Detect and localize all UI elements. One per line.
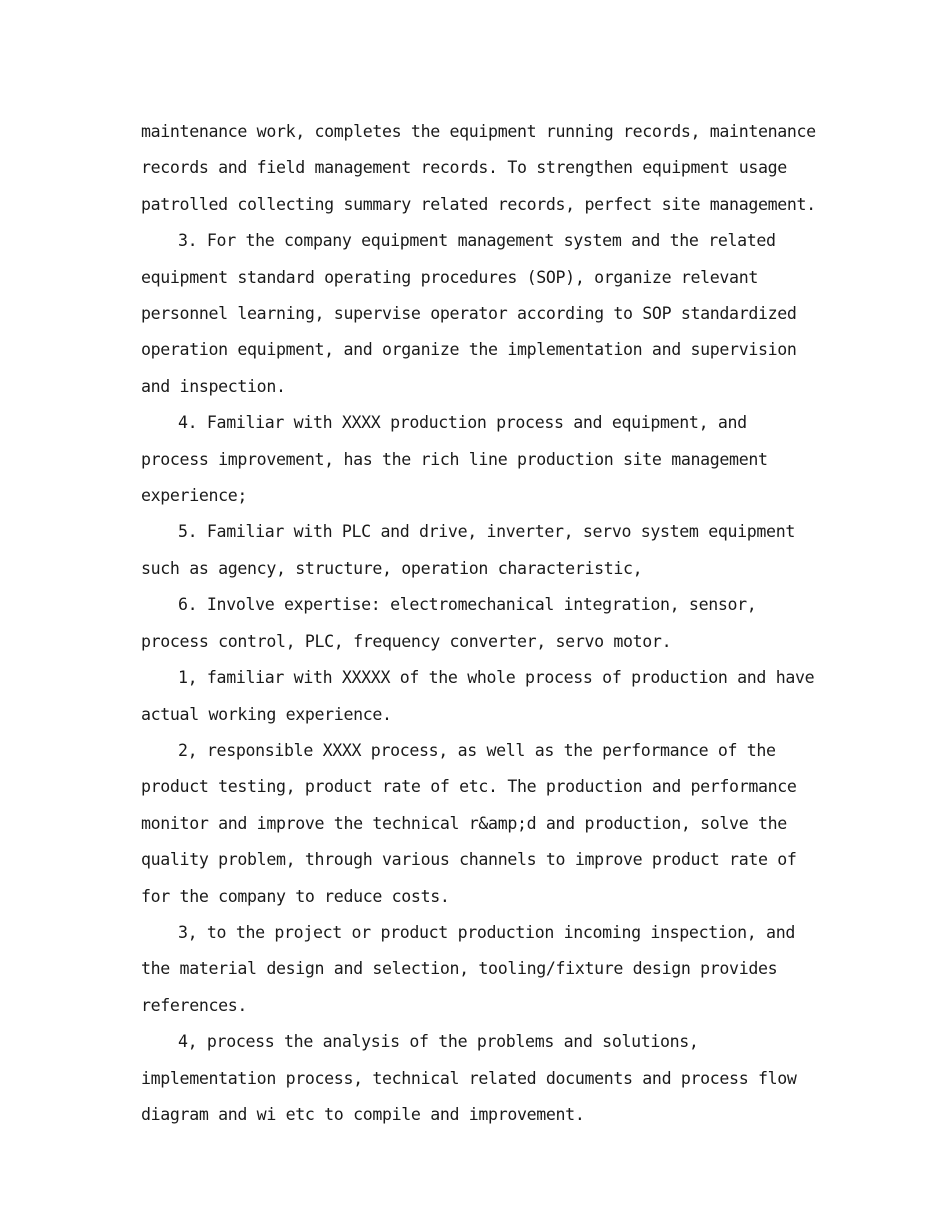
paragraph-item-3-sop: 3. For the company equipment management system and the related equipment standard operating procedures (SOP), organize relevant personnel learning, supervise operator according to SOP standardized operation equipment, and organize the implementation and supervision and inspection. <box>141 231 807 396</box>
paragraph-item-5-plc: 5. Familiar with PLC and drive, inverter, servo system equipment such as agency, structure, operation characteristic, <box>141 522 805 578</box>
paragraph-list2-item-3: 3, to the project or product production incoming inspection, and the material design and selection, tooling/fixture design provides references. <box>141 922 805 1015</box>
paragraph-list2-item-2: 2, responsible XXXX process, as well as the performance of the product testing, product rate of etc. The production and performance monitor and improve the technical r&amp;d and production, solve the quality problem, through various channels to improve product rate of for the company to reduce costs. <box>141 740 807 906</box>
document-body <box>141 114 826 1133</box>
paragraph-item-6-expertise: 6. Involve expertise: electromechanical integration, sensor, process control, PLC, frequency converter, servo motor. <box>141 595 767 651</box>
paragraph-list2-item-4: 4, process the analysis of the problems and solutions, implementation process, technical related documents and process flow diagram and wi etc to compile and improvement. <box>141 1032 807 1124</box>
paragraph-list2-item-1: 1, familiar with XXXXX of the whole process of production and have actual working experience. <box>141 668 824 724</box>
paragraph-item-4-production-process: 4. Familiar with XXXX production process and equipment, and process improvement, has the rich line production site management experience; <box>141 413 778 506</box>
paragraph-continuation: maintenance work, completes the equipment running records, maintenance records and field management records. To strengthen equipment usage patrolled collecting summary related records, perfect site management. <box>141 122 826 214</box>
